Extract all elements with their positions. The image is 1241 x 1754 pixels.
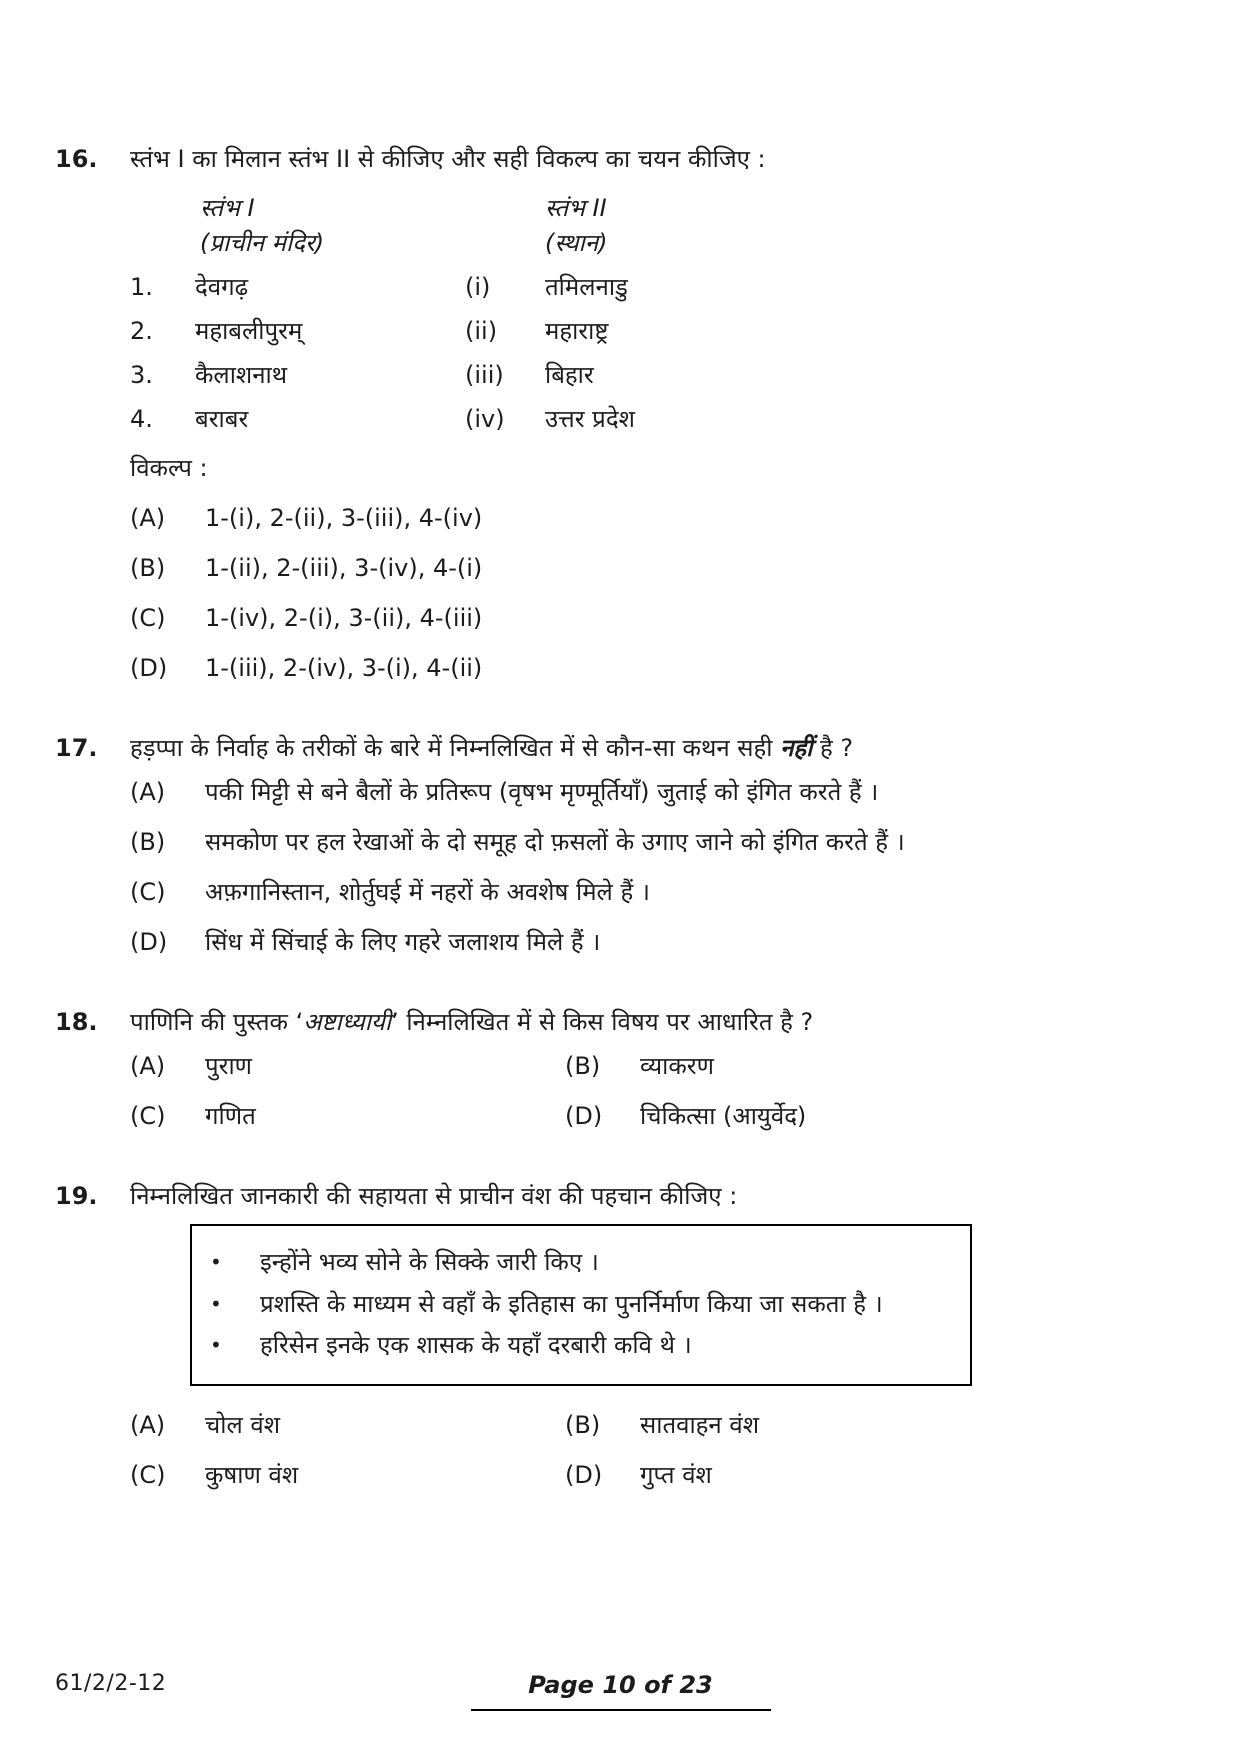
option-text: 1-(iii), 2-(iv), 3-(i), 4-(ii) xyxy=(205,653,483,682)
option-text: 1-(iv), 2-(i), 3-(ii), 4-(iii) xyxy=(205,603,483,632)
option-label: (D) xyxy=(565,1460,603,1489)
option-c xyxy=(130,601,1161,636)
row-number: 3. xyxy=(130,360,153,389)
match-row xyxy=(130,270,1161,305)
option-label: (A) xyxy=(130,504,166,533)
question-text-emphasis: नहीं xyxy=(780,733,813,762)
clue-item xyxy=(210,1245,952,1280)
option-text: पकी मिट्टी से बने बैलों के प्रतिरूप (वृषभ मृण्मूर्तियाँ) जुताई को इंगित करते हैं । xyxy=(205,778,879,807)
row-roman: (ii) xyxy=(465,317,498,346)
option-a xyxy=(130,501,1161,536)
clue-text: इन्होंने भव्य सोने के सिक्के जारी किए । xyxy=(260,1247,599,1276)
option-text: समकोण पर हल रेखाओं के दो समूह दो फ़सलों के उगाए जाने को इंगित करते हैं । xyxy=(205,828,905,857)
option-text: कुषाण वंश xyxy=(205,1460,299,1489)
row-roman: (iii) xyxy=(465,360,504,389)
question-text-suffix: ’ निम्नलिखित में से किस विषय पर आधारित है ? xyxy=(391,1007,814,1036)
option-row-cd xyxy=(130,1099,1161,1134)
option-b xyxy=(130,825,1161,860)
option-row-ab xyxy=(130,1049,1161,1084)
question-18 xyxy=(55,1005,1161,1149)
column1-header: स्तंभ I xyxy=(200,193,255,222)
option-row-cd xyxy=(130,1458,1161,1493)
bullet-icon: • xyxy=(210,1291,222,1316)
option-c xyxy=(130,875,1161,910)
options-label: विकल्प : xyxy=(130,453,208,482)
option-label: (D) xyxy=(565,1102,603,1131)
option-label: (A) xyxy=(130,1052,166,1081)
question-text: निम्नलिखित जानकारी की सहायता से प्राचीन वंश की पहचान कीजिए : xyxy=(130,1181,738,1210)
option-b xyxy=(130,551,1161,586)
match-table-header xyxy=(130,191,1161,226)
question-text xyxy=(130,731,1161,766)
question-text-prefix: पाणिनि की पुस्तक ‘ xyxy=(130,1007,304,1036)
option-a xyxy=(130,775,1161,810)
question-text-suffix: है ? xyxy=(812,733,854,762)
option-text: पुराण xyxy=(205,1052,253,1081)
clue-text: हरिसेन इनके एक शासक के यहाँ दरबारी कवि थे । xyxy=(260,1331,692,1360)
row-right: महाराष्ट्र xyxy=(545,317,609,346)
column2-subheader: (स्थान) xyxy=(545,228,608,257)
row-left: देवगढ़ xyxy=(195,273,249,302)
option-text: 1-(i), 2-(ii), 3-(iii), 4-(iv) xyxy=(205,504,483,533)
footer-divider xyxy=(471,1709,771,1711)
row-roman: (iv) xyxy=(465,404,505,433)
match-row xyxy=(130,402,1161,437)
question-text-prefix: हड़प्पा के निर्वाह के तरीकों के बारे में निम्नलिखित में से कौन-सा कथन सही xyxy=(130,733,781,762)
option-label: (D) xyxy=(130,927,168,956)
option-text: गुप्त वंश xyxy=(640,1460,712,1489)
option-label: (C) xyxy=(130,1460,166,1489)
option-text: सातवाहन वंश xyxy=(640,1411,760,1440)
option-label: (B) xyxy=(130,554,166,583)
option-text: सिंध में सिंचाई के लिए गहरे जलाशय मिले हैं । xyxy=(205,927,601,956)
clue-item xyxy=(210,1287,952,1322)
option-label: (B) xyxy=(130,828,166,857)
question-number: 17. xyxy=(55,733,98,762)
row-left: कैलाशनाथ xyxy=(195,360,288,389)
option-text: अफ़गानिस्तान, शोर्तुघई में नहरों के अवशेष मिले हैं । xyxy=(205,877,650,906)
clue-box xyxy=(190,1224,972,1386)
option-label: (C) xyxy=(130,1102,166,1131)
question-19 xyxy=(55,1179,1161,1508)
option-label: (C) xyxy=(130,603,166,632)
match-row xyxy=(130,358,1161,393)
bullet-icon: • xyxy=(210,1333,222,1358)
option-label: (A) xyxy=(130,1411,166,1440)
question-number: 16. xyxy=(55,145,98,173)
question-text: स्तंभ I का मिलान स्तंभ II से कीजिए और सही विकल्प का चयन कीजिए : xyxy=(130,145,766,173)
question-text xyxy=(130,1005,1161,1040)
question-16 xyxy=(55,142,1161,701)
row-right: तमिलनाडु xyxy=(545,273,628,302)
match-table-subheader xyxy=(130,226,1161,261)
option-label: (C) xyxy=(130,877,166,906)
row-number: 4. xyxy=(130,404,153,433)
match-row xyxy=(130,314,1161,349)
bullet-icon: • xyxy=(210,1249,222,1274)
question-number: 19. xyxy=(55,1181,98,1210)
row-number: 2. xyxy=(130,317,153,346)
column1-subheader: (प्राचीन मंदिर) xyxy=(200,228,325,257)
row-roman: (i) xyxy=(465,273,491,302)
row-right: बिहार xyxy=(545,360,594,389)
option-text: व्याकरण xyxy=(640,1052,714,1081)
page-footer xyxy=(0,1668,1241,1711)
option-label: (B) xyxy=(565,1411,601,1440)
option-label: (D) xyxy=(130,653,168,682)
option-text: 1-(ii), 2-(iii), 3-(iv), 4-(i) xyxy=(205,554,483,583)
option-d xyxy=(130,925,1161,960)
option-row-ab xyxy=(130,1408,1161,1443)
clue-text: प्रशस्ति के माध्यम से वहाँ के इतिहास का पुनर्निर्माण किया जा सकता है । xyxy=(260,1289,883,1318)
question-number: 18. xyxy=(55,1007,98,1036)
option-text: गणित xyxy=(205,1102,256,1131)
row-left: बराबर xyxy=(195,404,249,433)
column2-header: स्तंभ II xyxy=(545,193,607,222)
option-label: (A) xyxy=(130,778,166,807)
question-17 xyxy=(55,731,1161,975)
option-text: चिकित्सा (आयुर्वेद) xyxy=(640,1102,807,1131)
row-right: उत्तर प्रदेश xyxy=(545,404,635,433)
row-number: 1. xyxy=(130,273,153,302)
option-text: चोल वंश xyxy=(205,1411,281,1440)
option-label: (B) xyxy=(565,1052,601,1081)
page-number: Page 10 of 23 xyxy=(528,1671,713,1699)
option-d xyxy=(130,651,1161,686)
row-left: महाबलीपुरम् xyxy=(195,317,303,346)
paper-code: 61/2/2-12 xyxy=(55,1671,167,1696)
question-text-emphasis: अष्टाध्यायी xyxy=(303,1007,392,1036)
clue-item xyxy=(210,1328,952,1363)
